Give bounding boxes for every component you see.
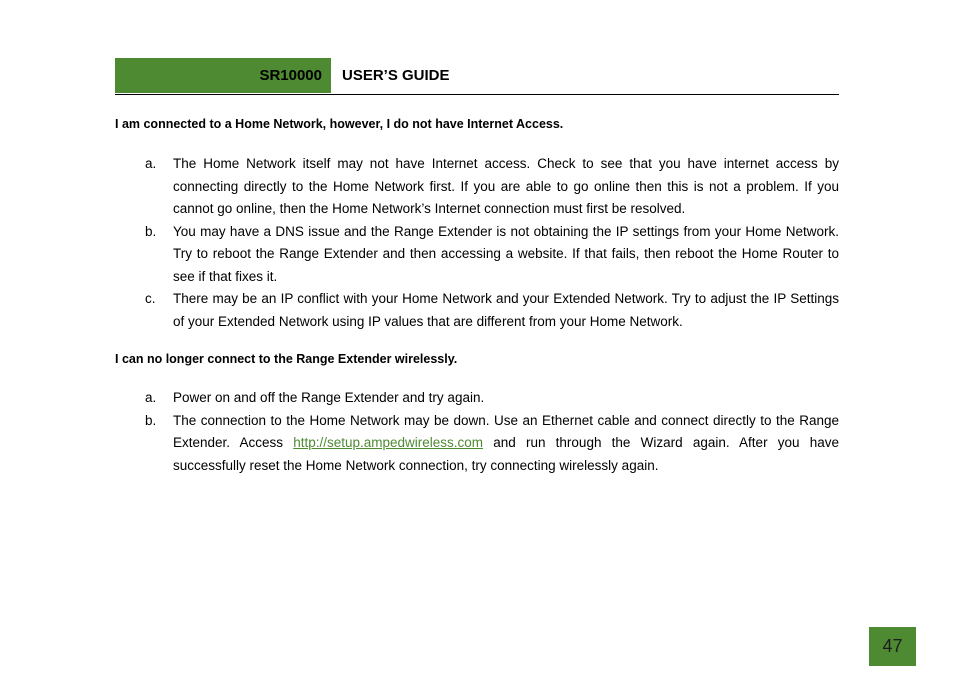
list-item-text-before: The connection to the Home Network may be down. Use an Ethernet cable and connect directly to the Range Extender. Access [173, 412, 839, 450]
section-heading-internet-access: I am connected to a Home Network, however, I do not have Internet Access. [115, 117, 564, 131]
list-item-text: There may be an IP conflict with your Home Network and your Extended Network. Try to adjust the IP Settings of your Extended Network using IP values that are different from your Home Network. [173, 291, 839, 329]
wireless-steps [115, 387, 839, 477]
list-item [115, 153, 839, 221]
list-item [115, 387, 839, 410]
list-item-text: The Home Network itself may not have Internet access. Check to see that you have internet access by connecting directly to the Home Network first. If you are able to go online then this is not a problem. If you cannot go online, then the Home Network’s Internet connection must first be resolved. [173, 156, 839, 216]
list-item [115, 288, 839, 333]
page-number: 47 [869, 627, 916, 666]
list-marker: a. [145, 390, 157, 405]
list-item [115, 410, 839, 478]
list-marker: a. [145, 156, 157, 171]
guide-title: USER’S GUIDE [342, 67, 450, 84]
list-item-text: You may have a DNS issue and the Range Extender is not obtaining the IP settings from your Home Network. Try to reboot the Range Extender and then accessing a website. If that fails, then reboot the Home Router to see if that fixes it. [173, 223, 839, 284]
setup-link[interactable]: http://setup.ampedwireless.com [293, 435, 484, 450]
list-marker: b. [145, 412, 157, 428]
section-heading-wireless: I can no longer connect to the Range Extender wirelessly. [115, 352, 458, 366]
internet-access-steps [115, 153, 839, 333]
list-marker: c. [145, 291, 156, 306]
page-header [115, 58, 839, 95]
list-item-text-after: and run through the Wizard again. After you have successfully reset the Home Network connection, try connecting wirelessly again. [173, 435, 839, 473]
model-badge: SR10000 [115, 58, 331, 93]
list-item-text: Power on and off the Range Extender and try again. [173, 390, 485, 405]
list-item [115, 221, 839, 289]
list-marker: b. [145, 223, 157, 239]
